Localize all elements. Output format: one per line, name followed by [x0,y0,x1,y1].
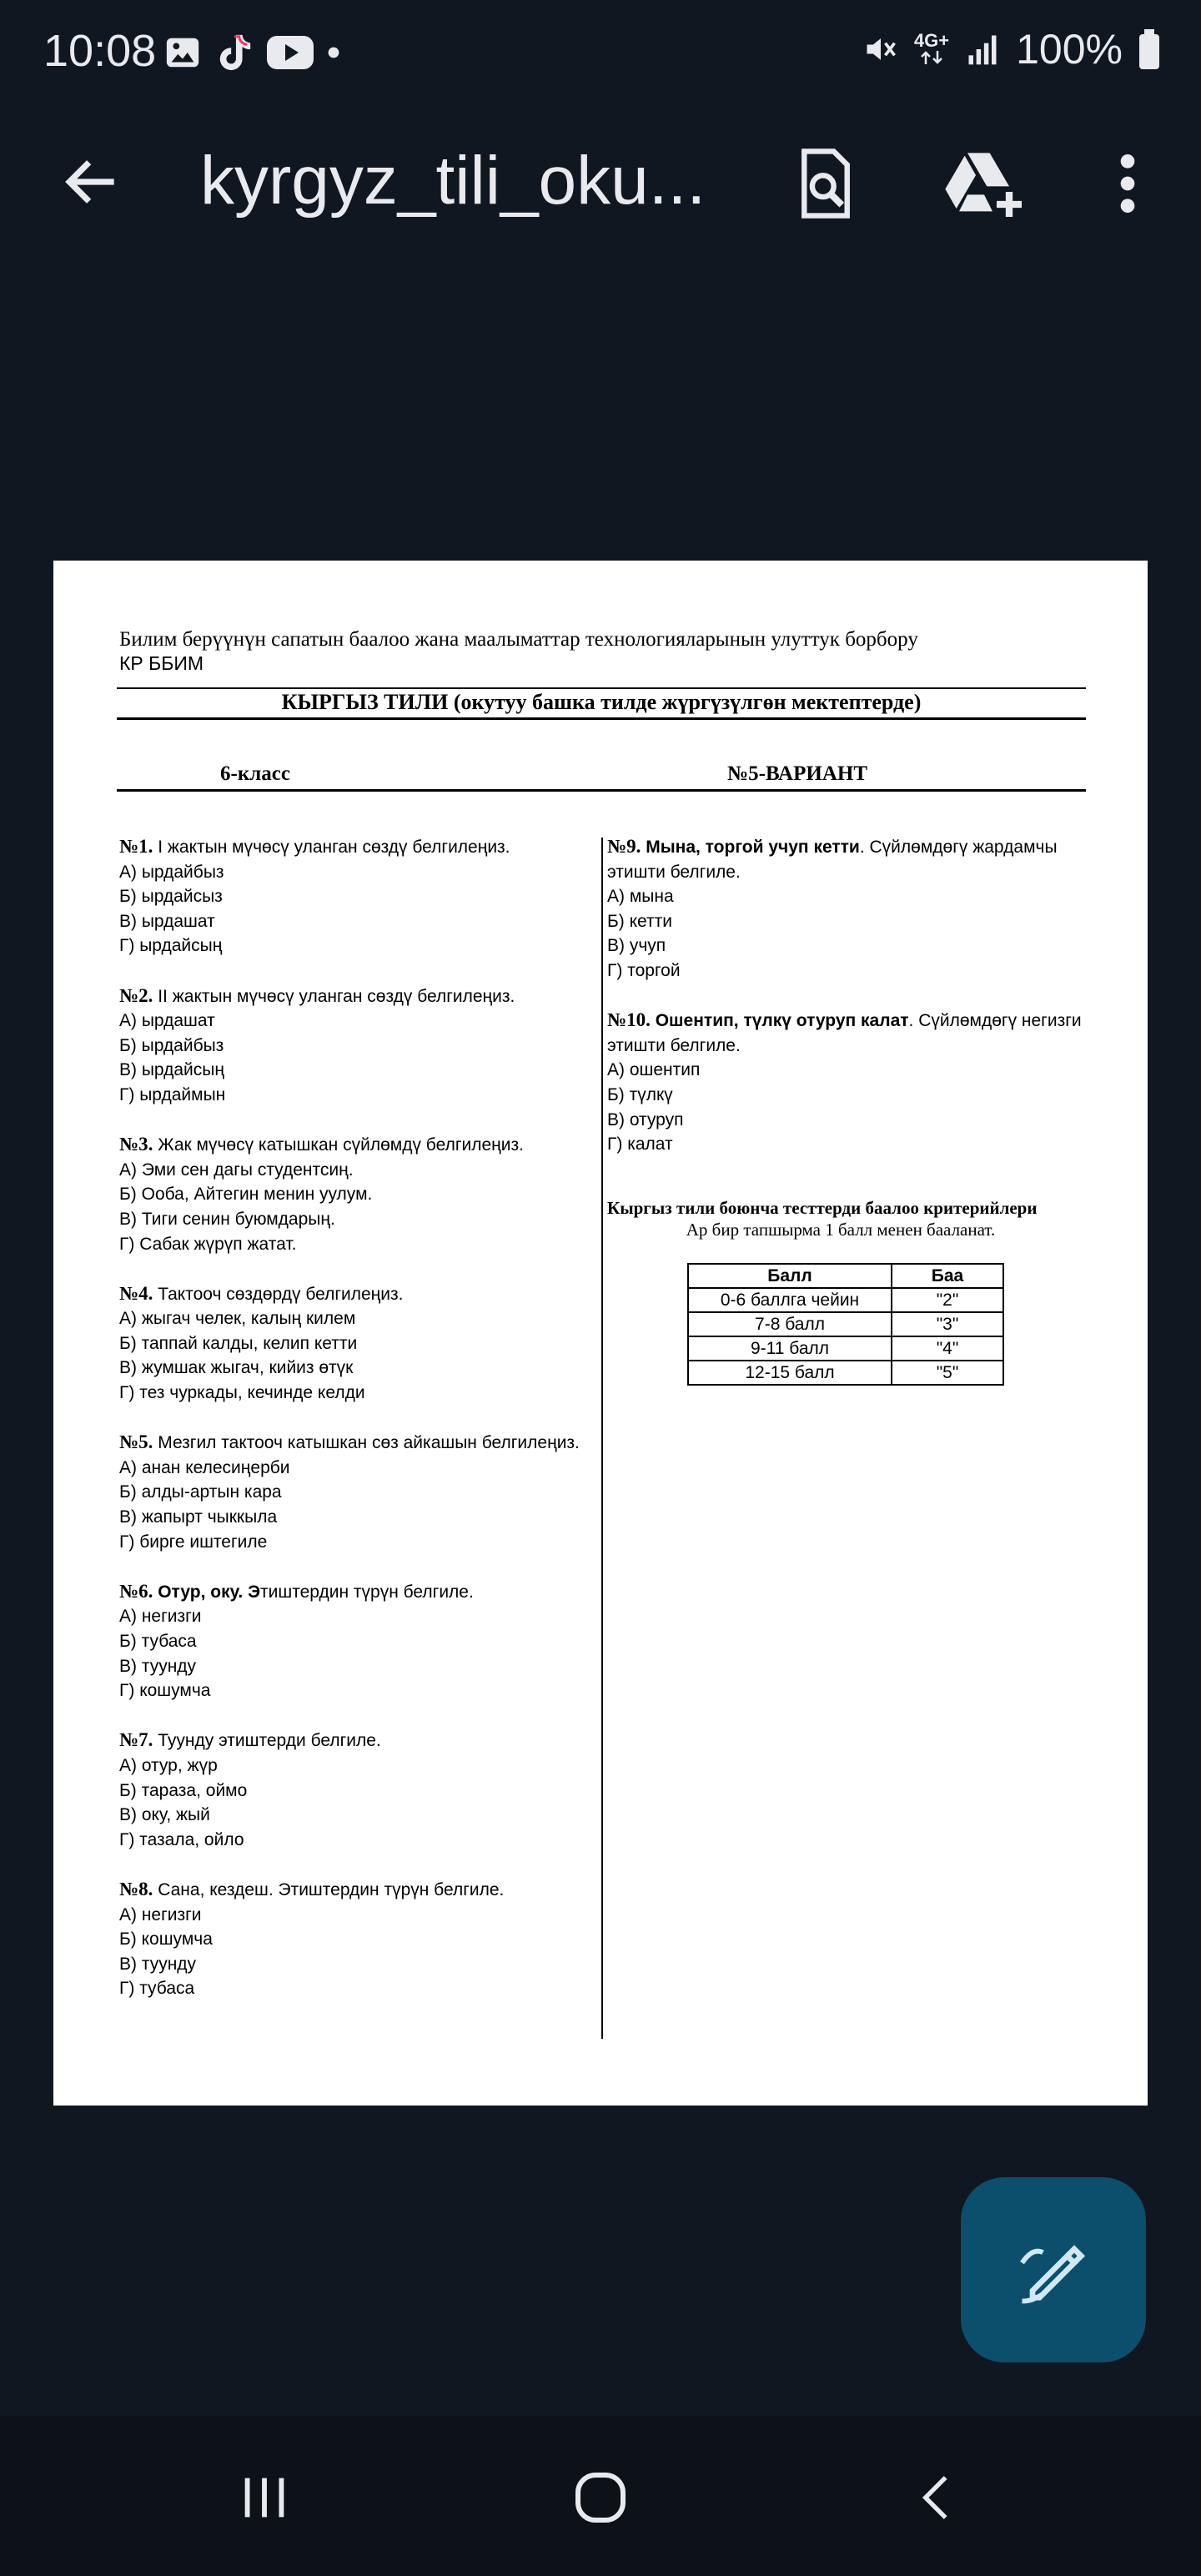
answer-option: В) жапырт чыккыла [119,1507,278,1527]
answer-option: А) жыгач челек, калың килем [119,1309,356,1329]
header-rule-top [117,687,1086,689]
question-text [119,1877,586,1903]
question-number: №5. [119,1431,153,1453]
question-item [119,1430,586,1554]
question-number: №8. [119,1878,153,1899]
answer-option: Г) Сабак жүрүп жатат. [119,1234,297,1254]
add-to-drive-button[interactable] [942,142,1026,225]
questions-left-column [119,834,586,2026]
answer-option: Г) кошумча [119,1681,211,1701]
question-text [607,1008,1099,1058]
answer-option: В) учуп [607,936,666,956]
battery-percent: 100% [1016,26,1123,73]
question-prompt: Сана, кездеш. Этиштердин түрүн белгиле. [153,1879,505,1899]
table-cell: "3" [892,1312,1003,1336]
answer-option: Г) бирге иштегиле [119,1532,268,1552]
question-item [119,1281,586,1406]
table-header-cell: Баа [892,1264,1003,1288]
variant-label: №5-ВАРИАНТ [727,762,867,785]
answer-option: А) отур, жүр [119,1755,218,1775]
recents-button[interactable] [227,2464,302,2531]
answer-option: А) негизги [119,1607,202,1627]
org-abbrev: КР ББИМ [119,652,204,674]
system-nav-bar [0,2416,1201,2576]
home-button[interactable] [563,2464,638,2531]
question-number: №9. [607,836,641,857]
question-example: Ошентип, түлкү отуруп калат [650,1011,909,1031]
question-number: №10. [607,1009,651,1031]
answer-option: В) ырдайсың [119,1060,224,1080]
recents-icon [235,2468,294,2527]
answer-option: Б) түлкү [607,1084,673,1104]
question-prompt: . Сүйлөмдөгү жардамчы этишти белгиле. [607,838,1058,882]
gallery-icon [163,33,202,72]
answer-option: А) Эми сен дагы студентсиң. [119,1160,354,1180]
question-example: Мына, торгой учуп кетти [641,838,860,857]
mute-vibrate-icon [862,31,899,68]
question-text [119,1728,586,1753]
data-arrows-icon [919,49,944,66]
question-prompt: Туунду этиштерди белгиле. [153,1731,381,1751]
question-item [119,1728,586,1852]
app-toolbar [0,108,1201,267]
answer-option: А) ырдайбыз [119,862,224,882]
answer-option: Б) кошумча [119,1929,213,1950]
answer-option: А) негизги [119,1904,202,1924]
table-cell: 7-8 балл [688,1312,892,1336]
question-number: №7. [119,1729,153,1751]
answer-option: В) отуруп [607,1109,684,1130]
question-text [119,1430,586,1456]
table-header-cell: Балл [688,1264,892,1288]
answer-option: А) мына [607,887,674,907]
table-cell: 12-15 балл [688,1361,892,1385]
document-title: kyrgyz_tili_oku... [200,143,706,219]
table-row [688,1361,1003,1385]
search-document-button[interactable] [784,142,867,225]
question-text [119,1281,586,1307]
question-number: №1. [119,836,153,857]
question-prompt: тиштердин түрүн белгиле. [260,1582,474,1602]
answer-option: Б) алды-артын кара [119,1482,282,1502]
question-item [119,984,586,1108]
question-number: №6. [119,1580,153,1602]
table-cell: 0-6 баллга чейин [688,1288,892,1312]
question-item [119,1579,586,1703]
answer-option: В) жумшак жыгач, кийиз өтүк [119,1358,354,1378]
answer-option: В) Тиги сенин буюмдарың. [119,1209,335,1229]
answer-option: Б) ырдайбыз [119,1035,224,1055]
answer-option: В) туунду [119,1656,197,1676]
signal-icon [964,31,1001,68]
answer-option: Г) тубаса [119,1979,195,1999]
table-row [688,1312,1003,1336]
edit-pen-icon [1012,2228,1095,2312]
answer-option: Б) кетти [607,911,672,931]
table-cell: 9-11 балл [688,1336,892,1361]
table-cell: "5" [892,1361,1003,1385]
column-divider [601,838,603,2039]
answer-option: Г) ырдайсың [119,936,223,956]
question-example: Отур, оку. Э [153,1582,261,1602]
network-type: 4G+ [913,30,950,51]
more-options-button[interactable] [1086,142,1169,225]
more-vert-icon [1111,150,1144,217]
answer-option: В) туунду [119,1954,197,1974]
question-text [119,1132,586,1158]
grade-label: 6-класс [220,762,290,785]
subject-title: КЫРГЫЗ ТИЛИ (окутуу башка тилде жүргүзүлгөн мектептерде) [281,690,922,714]
table-header-row [688,1264,1003,1288]
answer-option: А) ырдашат [119,1011,215,1031]
drive-add-icon [942,146,1026,221]
question-number: №2. [119,984,153,1006]
document-page[interactable] [53,561,1148,2106]
question-prompt: Мезгил тактооч катышкан сөз айкашын белгилеңиз. [153,1433,580,1453]
question-prompt: Жак мүчөсү катышкан сүйлөмдү белгилеңиз. [153,1135,524,1155]
question-prompt: . Сүйлөмдөгү негизги этишти белгиле. [607,1011,1082,1055]
header-rule-bottom [117,717,1086,720]
answer-option: А) анан келесиңерби [119,1457,290,1477]
org-name: Билим берүүнүн сапатын баалоо жана маалыматтар технологияларынын улуттук борбору [119,628,918,651]
grading-table [687,1263,1004,1386]
back-button[interactable] [58,148,125,215]
question-prompt: Тактооч сөздөрдү белгилеңиз. [153,1284,404,1304]
answer-option: Г) торгой [607,960,681,980]
document-search-icon [792,146,859,221]
answer-option: Г) тез чуркады, кечинде келди [119,1383,365,1403]
nav-back-button[interactable] [899,2464,974,2531]
notification-dot-icon [327,46,340,59]
answer-option: Б) тубаса [119,1632,197,1651]
criteria-subtitle: Ар бир тапшырма 1 балл менен бааланат. [686,1220,996,1240]
chevron-left-icon [910,2468,963,2527]
question-text [119,1579,586,1605]
table-row [688,1336,1003,1361]
grade-rule [117,789,1086,792]
tiktok-icon [215,32,254,73]
answer-option: Б) ырдайсыз [119,887,223,907]
answer-option: Г) калат [607,1135,673,1155]
home-icon [570,2468,631,2528]
status-bar [0,0,1201,108]
question-text [119,984,586,1009]
youtube-icon [267,35,314,70]
table-cell: "4" [892,1336,1003,1361]
question-item [119,834,586,958]
status-right [862,25,1161,73]
arrow-left-icon [58,148,125,215]
answer-option: Г) ырдаймын [119,1084,226,1104]
edit-fab-button[interactable] [961,2177,1146,2362]
question-item [119,1877,586,2001]
answer-option: Г) тазала, ойло [119,1829,244,1849]
question-item [607,1008,1099,1157]
question-prompt: I жактын мүчөсү уланган сөздү белгилеңиз. [153,838,510,857]
answer-option: Б) таппай калды, келип кетти [119,1333,358,1353]
answer-option: В) ырдашат [119,911,215,931]
question-number: №3. [119,1134,153,1155]
criteria-title: Кыргыз тили боюнча тесттерди баалоо критерийлери [607,1198,1038,1218]
battery-icon [1138,29,1161,69]
question-text [119,834,586,860]
notification-icons [163,32,340,73]
question-text [607,834,1099,884]
question-number: №4. [119,1282,153,1304]
table-cell: "2" [892,1288,1003,1312]
answer-option: В) оку, жый [119,1805,210,1825]
question-prompt: II жактын мүчөсү уланган сөздү белгилеңиз. [153,986,515,1006]
question-item [119,1132,586,1256]
answer-option: Б) тараза, оймо [119,1780,248,1800]
answer-option: Б) Ооба, Айтегин менин уулум. [119,1185,373,1205]
questions-right-column [607,834,1099,1181]
table-row [688,1288,1003,1312]
question-item [607,834,1099,984]
answer-option: А) ошентип [607,1060,701,1080]
status-time: 10:08 [43,26,157,76]
